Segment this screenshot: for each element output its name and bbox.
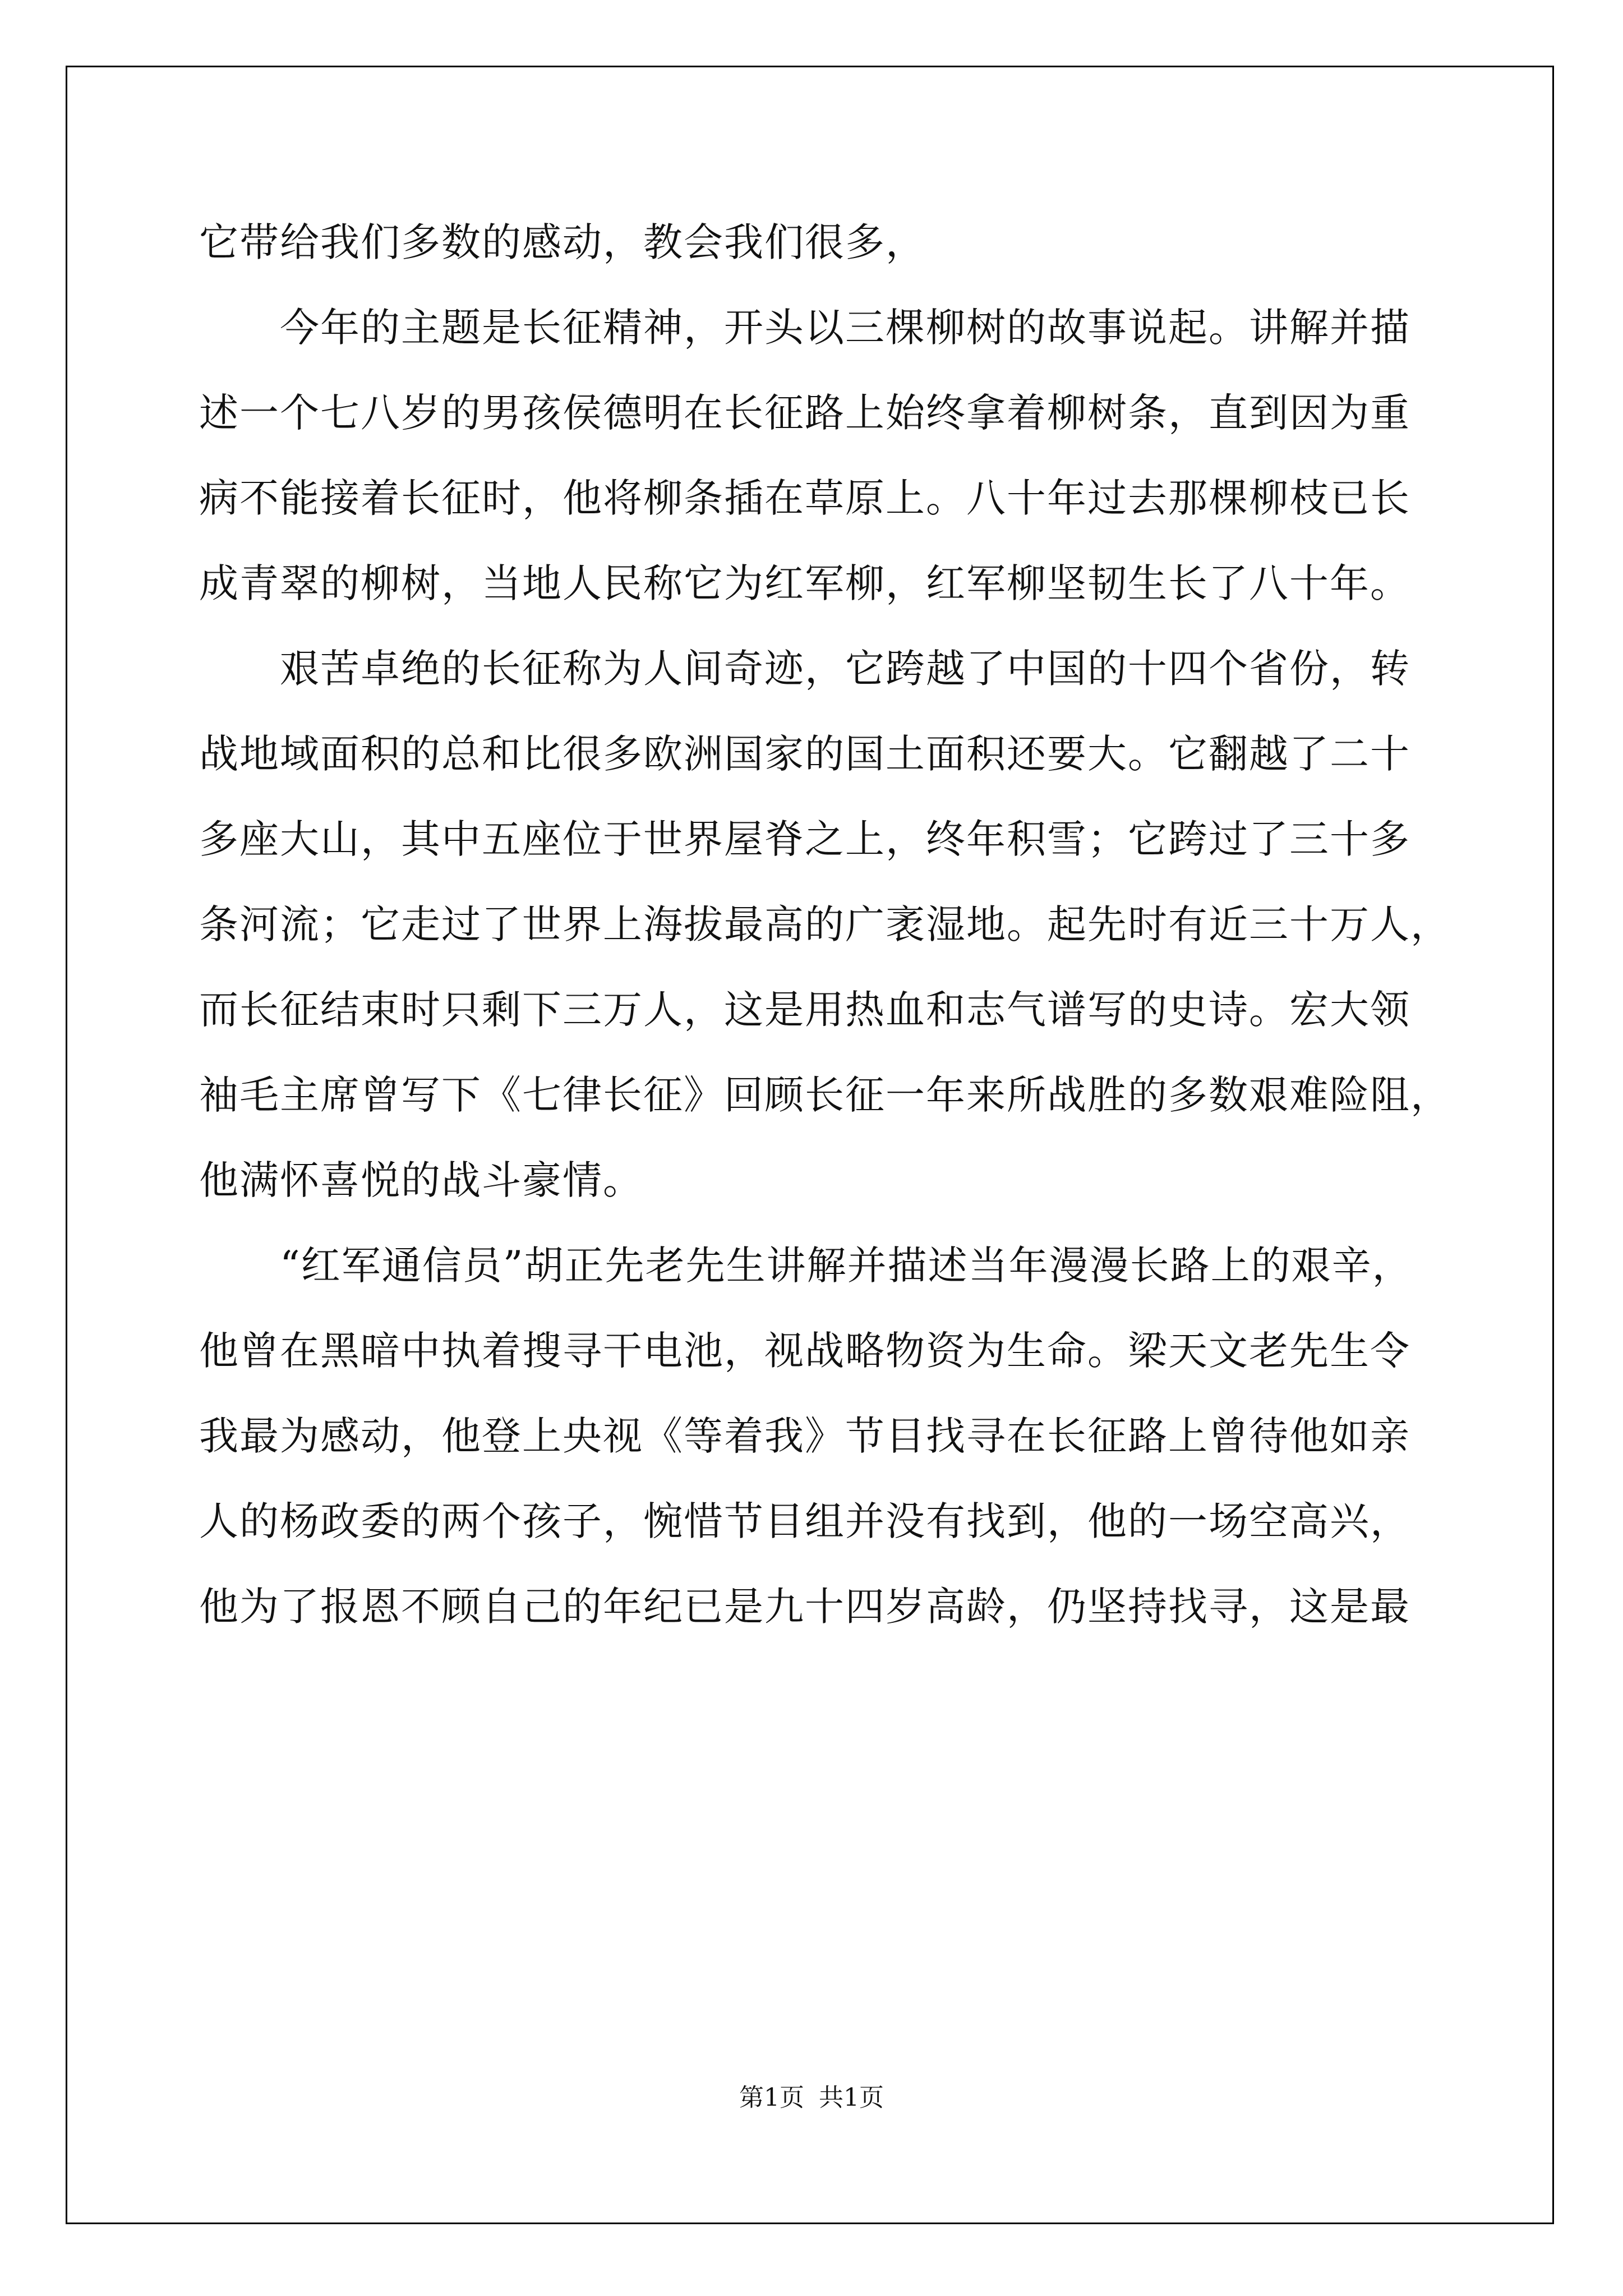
text-line: 他曾在黑暗中执着搜寻干电池，视战略物资为生命。梁天文老先生令 [199,1328,1410,1374]
text-line: 而长征结束时只剩下三万人，这是用热血和志气谱写的史诗。宏大领 [199,987,1410,1033]
page-total: 共1页 [819,2083,884,2112]
text-line: 今年的主题是长征精神，开头以三棵柳树的故事说起。讲解并描 [199,305,1410,351]
text-line: 条河流；它走过了世界上海拔最高的广袤湿地。起先时有近三十万人， [199,901,1451,947]
text-line: 它带给我们多数的感动，教会我们很多， [199,219,926,265]
text-line: 我最为感动，他登上央视《等着我》节目找寻在长征路上曾待他如亲 [199,1413,1410,1459]
text-line: “红军通信员”胡正先老先生讲解并描述当年漫漫长路上的艰辛， [199,1243,1413,1289]
text-line: 袖毛主席曾写下《七律长征》回顾长征一年来所战胜的多数艰难险阻， [199,1072,1451,1118]
text-line: 多座大山，其中五座位于世界屋脊之上，终年积雪；它跨过了三十多 [199,816,1410,862]
page-number: 第1页 [739,2083,804,2112]
text-line: 他满怀喜悦的战斗豪情。 [199,1157,643,1203]
text-line: 他为了报恩不顾自己的年纪已是九十四岁高龄，仍坚持找寻，这是最 [199,1584,1410,1630]
text-line: 艰苦卓绝的长征称为人间奇迹，它跨越了中国的十四个省份，转 [199,646,1410,692]
text-line: 人的杨政委的两个孩子，惋惜节目组并没有找到，他的一场空高兴， [199,1498,1410,1544]
page-footer [0,2081,1623,2115]
text-line: 病不能接着长征时，他将柳条插在草原上。八十年过去那棵柳枝已长 [199,475,1410,521]
text-line: 战地域面积的总和比很多欧洲国家的国土面积还要大。它翻越了二十 [199,731,1410,777]
text-line: 述一个七八岁的男孩侯德明在长征路上始终拿着柳树条，直到因为重 [199,390,1410,436]
text-line: 成青翠的柳树，当地人民称它为红军柳，红军柳坚韧生长了八十年。 [199,560,1410,606]
